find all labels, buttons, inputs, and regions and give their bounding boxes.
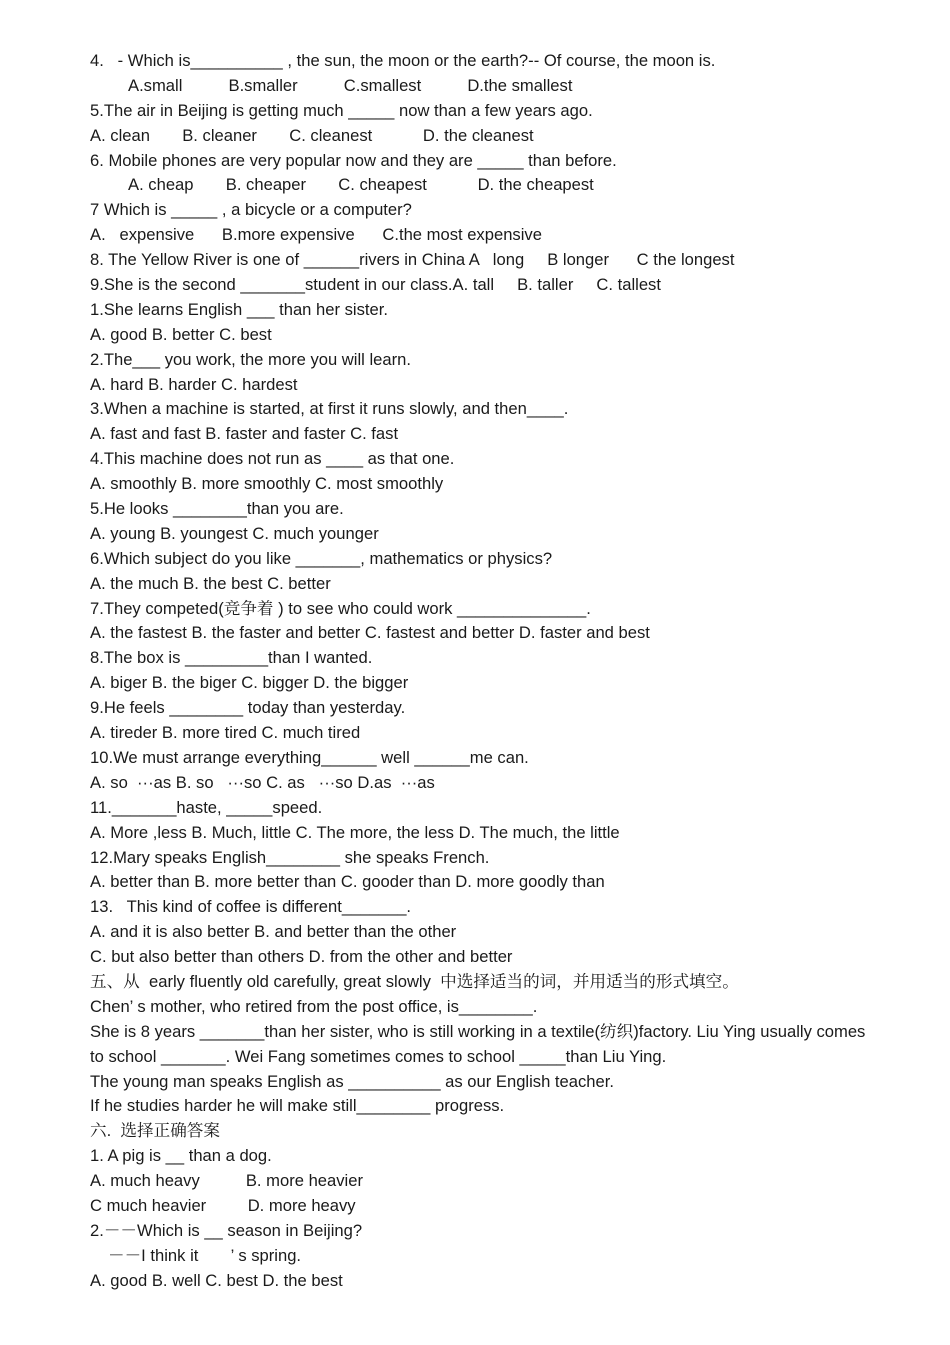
set2-question-6-options: A. the much B. the best C. better [90,573,331,593]
set2-question-6-stem: 6.Which subject do you like _______, mathematics or physics? [90,548,553,568]
section-5-sentence-2-cont: to school _______. Wei Fang sometimes comes to school _____than Liu Ying. [90,1046,667,1066]
set3-question-1-stem: 1. A pig is __ than a dog. [90,1146,272,1166]
set3-question-1-options-cd: C much heavier D. more heavy [90,1195,356,1215]
set3-question-2-answer-line: －－I think it ’ s spring. [108,1245,302,1265]
set2-question-5-stem: 5.He looks ________than you are. [90,499,344,519]
question-6-stem: 6. Mobile phones are very popular now and they are _____ than before. [90,150,617,170]
set2-question-8-options: A. biger B. the biger C. bigger D. the bigger [90,673,409,693]
set2-question-10-options: A. so ···as B. so ···so C. as ···so D.as ···as [90,772,435,792]
section-5-heading: 五、从 early fluently old carefully, great slowly 中选择适当的词，并用适当的形式填空。 [90,971,739,991]
set3-question-2-stem: 2.－－Which is __ season in Beijing? [90,1220,363,1240]
set2-question-12-stem: 12.Mary speaks English________ she speaks French. [90,847,490,867]
set3-question-1-options-ab: A. much heavy B. more heavier [90,1171,363,1191]
set2-question-10-stem: 10.We must arrange everything______ well ______me can. [90,747,529,767]
section-5-sentence-2: She is 8 years _______than her sister, who is still working in a textile(纺织)factory. Liu Ying usually comes [90,1021,866,1041]
set2-question-1-stem: 1.She learns English ___ than her sister. [90,299,388,319]
question-5-options: A. clean B. cleaner C. cleanest D. the cleanest [90,125,534,145]
question-7-options: A. expensive B.more expensive C.the most expensive [90,225,542,245]
set2-question-13-stem: 13. This kind of coffee is different_______. [90,897,412,917]
set2-question-8-stem: 8.The box is _________than I wanted. [90,648,373,668]
set3-question-2-options: A. good B. well C. best D. the best [90,1270,343,1290]
set2-question-2-options: A. hard B. harder C. hardest [90,374,298,394]
set2-question-2-stem: 2.The___ you work, the more you will learn. [90,349,411,369]
set2-question-12-options: A. better than B. more better than C. gooder than D. more goodly than [90,872,605,892]
set2-question-7-stem: 7.They competed(竞争着 ) to see who could work ______________. [90,598,591,618]
set2-question-13-options-cd: C. but also better than others D. from the other and better [90,947,513,967]
set2-question-3-options: A. fast and fast B. faster and faster C. fast [90,424,399,444]
set2-question-4-options: A. smoothly B. more smoothly C. most smoothly [90,474,444,494]
section-6-heading: 六. 选择正确答案 [90,1121,220,1141]
section-5-sentence-4: If he studies harder he will make still________ progress. [90,1096,505,1116]
question-5-stem: 5.The air in Beijing is getting much _____ now than a few years ago. [90,100,593,120]
set2-question-13-options-ab: A. and it is also better B. and better than the other [90,922,457,942]
question-4-stem: 4. - Which is__________ , the sun, the moon or the earth?-- Of course, the moon is. [90,51,716,70]
question-9-stem: 9.She is the second _______student in our class.A. tall B. taller C. tallest [90,275,661,295]
set2-question-3-stem: 3.When a machine is started, at first it runs slowly, and then____. [90,399,569,419]
question-4-options: A.small B.smaller C.smallest D.the smallest [128,75,573,95]
set2-question-5-options: A. young B. youngest C. much younger [90,523,379,543]
set2-question-11-stem: 11._______haste, _____speed. [90,797,323,817]
set2-question-4-stem: 4.This machine does not run as ____ as that one. [90,449,455,469]
set2-question-1-options: A. good B. better C. best [90,324,272,344]
section-5-sentence-1: Chen’ s mother, who retired from the post office, is________. [90,996,538,1016]
section-5-sentence-3: The young man speaks English as __________ as our English teacher. [90,1071,614,1091]
set2-question-9-options: A. tireder B. more tired C. much tired [90,723,361,743]
set2-question-9-stem: 9.He feels ________ today than yesterday. [90,698,406,718]
question-7-stem: 7 Which is _____ , a bicycle or a computer? [90,200,412,220]
set2-question-11-options: A. More ,less B. Much, little C. The more, the less D. The much, the little [90,822,620,842]
question-6-options: A. cheap B. cheaper C. cheapest D. the cheapest [128,175,594,195]
set2-question-7-options: A. the fastest B. the faster and better C. fastest and better D. faster and best [90,623,650,643]
question-8-stem: 8. The Yellow River is one of ______rivers in China A long B longer C the longest [90,250,735,270]
document-page [90,49,930,1294]
